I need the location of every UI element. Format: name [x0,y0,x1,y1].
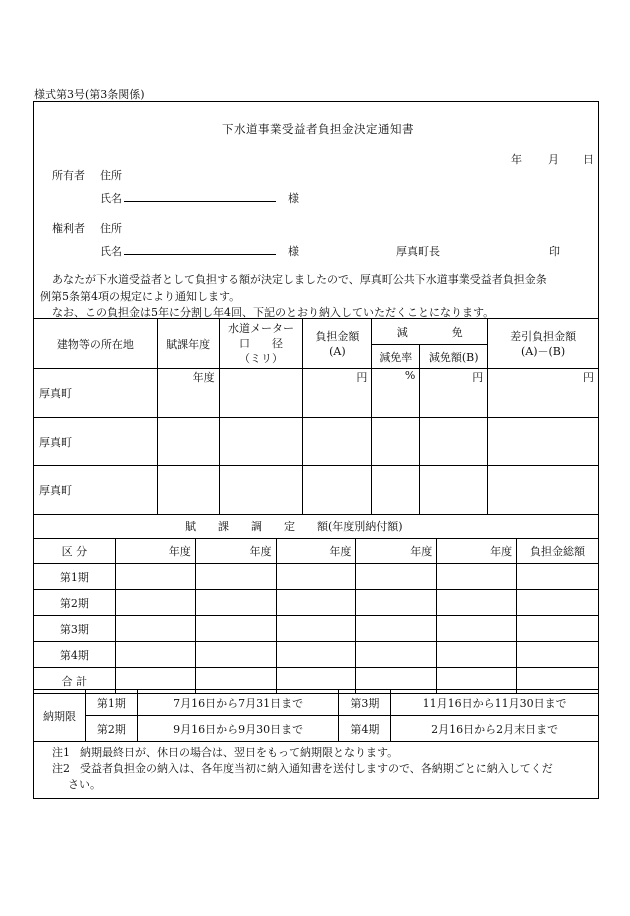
cell[interactable] [437,590,517,616]
date-day: 日 [583,153,594,166]
note2-text-line2: さい。 [68,778,101,791]
header-amount-line2: (A) [329,344,346,358]
rights-holder-name-line[interactable] [124,254,276,255]
schedule-year-1[interactable]: 年度 [115,539,195,564]
cell[interactable] [219,466,303,515]
owner-address-label: 住所 [100,169,122,182]
cell[interactable] [115,590,195,616]
rights-holder-honorific: 様 [288,245,299,258]
meter-cell[interactable] [219,369,303,418]
schedule-row [34,642,599,668]
header-reduction-amount: 減免額(B) [420,345,488,369]
header-balance-line1: 差引負担金額 [510,329,577,343]
issuer-name: 厚真町長 [396,245,440,258]
cell[interactable] [195,590,276,616]
schedule-row [34,564,599,590]
schedule-total-amount-label: 負担金総額 [517,539,599,564]
owner-name-label: 氏名 [100,192,122,205]
cell[interactable] [115,616,195,642]
header-meter [219,319,303,369]
cell[interactable] [276,616,356,642]
owner-honorific: 様 [288,192,299,205]
table-row [34,466,599,515]
cell[interactable] [115,564,195,590]
cell[interactable] [157,466,219,515]
owner-label: 所有者 [52,169,85,182]
unit-yen[interactable]: 円 [420,369,488,418]
body-para1-line1: あなたが下水道受益者として負担する額が決定しましたので、厚真町公共下水道事業受益者負担金条 [52,273,547,286]
cell[interactable] [356,642,437,668]
cell[interactable] [356,616,437,642]
cell[interactable] [437,616,517,642]
cell[interactable] [517,564,599,590]
row-location: 厚真町 [34,369,158,418]
body-para1-line2: 例第5条第4項の規定により通知します。 [40,290,241,303]
cell[interactable] [303,418,372,466]
header-assessment-year: 賦課年度 [157,319,219,369]
body-para2: なお、この負担金は5年に分割し年4回、下記のとおり納入していただくことになります。 [52,306,495,319]
note2-text-line1: 受益者負担金の納入は、各年度当初に納入通知書を送付しますので、各納期ごとに納入してくだ [80,762,553,775]
cell[interactable] [195,616,276,642]
cell[interactable] [356,564,437,590]
cell[interactable] [420,466,488,515]
table-row [34,369,599,418]
header-meter-line1: 水道メーター [228,322,295,335]
cell[interactable] [276,564,356,590]
row-location: 厚真町 [34,466,158,515]
schedule-period: 第4期 [34,642,116,668]
cell[interactable] [372,418,420,466]
cell[interactable] [488,466,599,515]
cell[interactable] [437,642,517,668]
schedule-total: 合 計 [34,668,116,694]
note2-label: 注2 [52,762,70,775]
cell[interactable] [303,466,372,515]
payment-period-range: 7月16日から7月31日まで [137,690,339,716]
cell[interactable] [517,616,599,642]
cell[interactable] [157,418,219,466]
schedule-year-5[interactable]: 年度 [437,539,517,564]
cell[interactable] [356,590,437,616]
schedule-period: 第3期 [34,616,116,642]
schedule-row [34,590,599,616]
row-location: 厚真町 [34,418,158,466]
cell[interactable] [276,642,356,668]
note1-label: 注1 [52,746,70,759]
unit-percent[interactable]: % [372,369,420,418]
payment-period-name: 第1期 [85,690,137,716]
header-meter-line2: 口 径 [239,337,284,350]
cell[interactable] [276,590,356,616]
header-amount [303,319,372,369]
unit-year[interactable]: 年度 [157,369,219,418]
rights-holder-address-label: 住所 [100,222,122,235]
header-balance-line2: (A)－(B) [520,344,566,358]
cell[interactable] [420,418,488,466]
date-month: 月 [548,153,559,166]
rights-holder-name-label: 氏名 [100,245,122,258]
form-number: 様式第3号(第3条関係) [34,88,145,101]
payment-period-name: 第3期 [339,690,391,716]
note1-text: 納期最終日が、休日の場合は、翌日をもって納期限となります。 [80,746,399,759]
schedule-year-3[interactable]: 年度 [276,539,356,564]
payment-period-range: 9月16日から9月30日まで [137,716,339,742]
header-amount-line1: 負担金額 [315,329,360,343]
page-title: 下水道事業受益者負担金決定通知書 [222,122,414,136]
rights-holder-label: 権利者 [52,222,85,235]
header-location: 建物等の所在地 [34,319,158,369]
schedule-year-2[interactable]: 年度 [195,539,276,564]
cell[interactable] [517,642,599,668]
cell[interactable] [115,642,195,668]
unit-yen[interactable]: 円 [303,369,372,418]
cell[interactable] [488,418,599,466]
date-year: 年 [511,153,522,166]
payment-period-table [33,689,599,742]
header-reduction-rate: 減免率 [372,345,420,369]
schedule-period: 第2期 [34,590,116,616]
owner-name-line[interactable] [124,201,276,202]
cell[interactable] [195,642,276,668]
cell[interactable] [517,590,599,616]
cell[interactable] [219,418,303,466]
schedule-period: 第1期 [34,564,116,590]
assessment-table [33,318,599,515]
schedule-row [34,616,599,642]
schedule-division-label: 区 分 [34,539,116,564]
payment-period-range: 11月16日から11月30日まで [391,690,599,716]
schedule-heading: 賦 課 調 定 額(年度別納付額) [185,520,403,533]
cell[interactable] [437,564,517,590]
cell[interactable] [372,466,420,515]
schedule-year-4[interactable]: 年度 [356,539,437,564]
header-meter-line3: （ミリ） [239,352,284,365]
payment-period-label: 納期限 [34,690,86,742]
header-balance [488,319,599,369]
header-reduction: 減 免 [372,319,488,345]
schedule-table [33,538,599,694]
payment-period-name: 第2期 [85,716,137,742]
payment-period-range: 2月16日から2月末日まで [391,716,599,742]
cell[interactable] [195,564,276,590]
issuer-seal: 印 [549,245,560,258]
table-row [34,418,599,466]
unit-yen[interactable]: 円 [488,369,599,418]
payment-period-name: 第4期 [339,716,391,742]
